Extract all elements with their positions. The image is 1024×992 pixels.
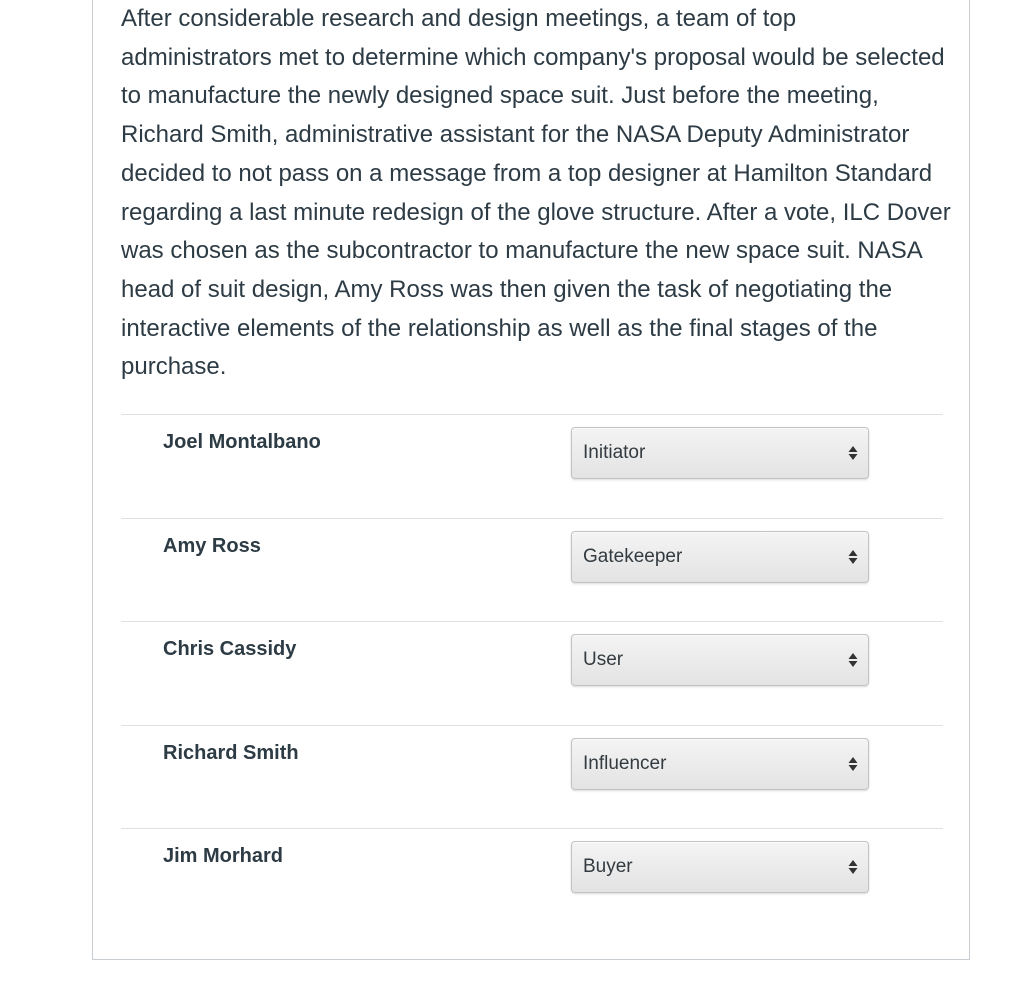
match-label: Jim Morhard [163, 845, 284, 867]
match-label: Richard Smith [163, 741, 299, 764]
match-row [121, 621, 943, 725]
role-select-value: Influencer [583, 752, 667, 774]
match-label: Chris Cassidy [163, 638, 297, 660]
up-down-arrows-icon [848, 856, 858, 878]
role-select-value: Gatekeeper [583, 545, 683, 567]
match-row [121, 414, 943, 518]
match-label: Joel Montalbano [163, 431, 321, 453]
role-select[interactable] [571, 531, 869, 583]
question-text: After considerable research and design meetings, a team of top administrators met to determine which company's proposal would be selected to manufacture the newly designed space suit. Just before the meeting, Richard Smith, administrative assistant for the NASA Deputy Administrator decided to not pass on a message from a top designer at Hamilton Standard regarding a last minute redesign of the glove structure. After a vote, ILC Dover was chosen as the subcontractor to manufacture the new space suit. NASA head of suit design, Amy Ross was then given the task of negotiating the interactive elements of the relationship as well as the final stages of the purchase. [121, 5, 951, 381]
question-card [92, 0, 970, 960]
match-label: Amy Ross [163, 534, 261, 557]
up-down-arrows-icon [848, 442, 858, 464]
up-down-arrows-icon [848, 546, 858, 568]
match-row [121, 725, 943, 829]
match-row [121, 518, 943, 622]
role-select-value: Initiator [583, 442, 646, 463]
role-select-value: User [583, 649, 624, 670]
role-select-value: Buyer [583, 856, 633, 877]
role-select[interactable] [571, 841, 869, 893]
match-list [121, 414, 943, 932]
up-down-arrows-icon [848, 753, 858, 775]
role-select[interactable] [571, 427, 869, 479]
match-row [121, 828, 943, 932]
role-select[interactable] [571, 738, 869, 790]
role-select[interactable] [571, 634, 869, 686]
up-down-arrows-icon [848, 649, 858, 671]
